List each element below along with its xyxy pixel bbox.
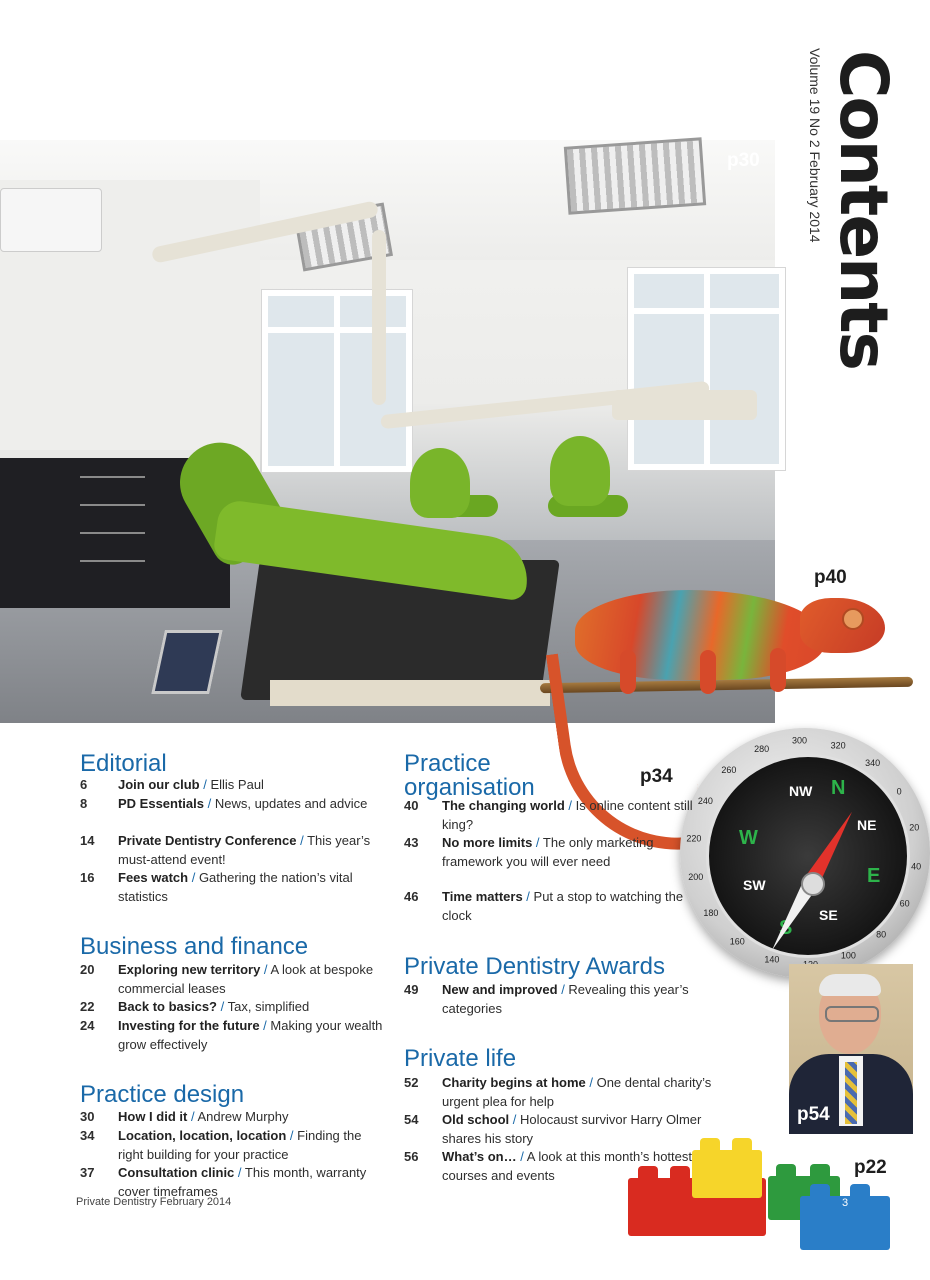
entry-description: One dental charity’s urgent plea for help — [442, 1075, 712, 1109]
entry-description: Is online content still king? — [442, 798, 693, 832]
entry-description: Finding the right building for your practice — [118, 1128, 362, 1162]
entry-text — [118, 961, 388, 998]
compass-tick-label: 40 — [911, 861, 922, 872]
entry-separator: / — [532, 835, 543, 850]
compass-tick-label: 180 — [703, 908, 719, 919]
compass-sw: SW — [743, 877, 766, 893]
entry-title: New and improved — [442, 982, 558, 997]
chameleon-eye — [842, 608, 864, 630]
compass-w: W — [739, 827, 758, 849]
entry-page-number: 20 — [80, 962, 95, 977]
entry-title: Charity begins at home — [442, 1075, 586, 1090]
page-tag-p30: p30 — [727, 150, 760, 171]
section-heading-organisation — [404, 752, 535, 800]
entry-text — [118, 998, 388, 1017]
entry-page-number: 46 — [404, 889, 419, 904]
entry-separator: / — [259, 1018, 271, 1033]
entry-separator: / — [585, 1075, 597, 1090]
entry-page-number: 52 — [404, 1075, 419, 1090]
entry-text — [442, 888, 712, 925]
entry-title: Exploring new territory — [118, 962, 261, 977]
entry-title: Fees watch — [118, 870, 189, 885]
compass-tick-label: 220 — [686, 833, 702, 844]
entry-separator: / — [509, 1112, 521, 1127]
entry-description: Revealing this year’s categories — [442, 982, 689, 1016]
masthead — [800, 30, 910, 369]
entry-page-number: 6 — [80, 777, 88, 792]
issue-info: Volume 19 No 2 February 2014 — [807, 48, 823, 243]
entry-description: Making your wealth grow effectively — [118, 1018, 383, 1052]
portrait-photo — [789, 964, 913, 1129]
entry-title: How I did it — [118, 1109, 188, 1124]
compass-tick-label: 140 — [764, 954, 780, 965]
entry-text — [118, 1108, 388, 1127]
entry-separator: / — [199, 777, 211, 792]
entry-title: Old school — [442, 1112, 510, 1127]
entry-description: Tax, simplified — [227, 999, 310, 1014]
entry-separator: / — [260, 962, 271, 977]
entry-text — [442, 981, 712, 1018]
page-number: 3 — [842, 1197, 849, 1209]
footer-publication: Private Dentistry February 2014 — [76, 1196, 232, 1208]
entry-separator: / — [187, 1109, 198, 1124]
page-title: Contents — [825, 50, 902, 369]
compass-tick-label: 80 — [876, 929, 887, 940]
compass-tick-label: 240 — [697, 796, 713, 807]
compass-image — [680, 728, 930, 978]
page-tag-p54: p54 — [797, 1104, 830, 1125]
compass-tick-label: 320 — [830, 740, 846, 751]
entry-text — [118, 1017, 388, 1054]
entry-title: No more limits — [442, 835, 533, 850]
compass-tick-label: 20 — [909, 822, 920, 833]
entry-separator: / — [234, 1165, 245, 1180]
entry-separator: / — [516, 1149, 527, 1164]
entry-text — [118, 1127, 388, 1164]
entry-title: Consultation clinic — [118, 1165, 235, 1180]
entry-text — [118, 795, 388, 814]
entry-page-number: 37 — [80, 1165, 95, 1180]
page-tag-p22: p22 — [854, 1157, 887, 1178]
entry-text — [118, 832, 388, 869]
compass-tick-label: 60 — [899, 898, 910, 909]
entry-title: Time matters — [442, 889, 523, 904]
entry-description: This month, warranty cover timeframes — [118, 1165, 367, 1199]
entry-description: This year’s must-attend event! — [118, 833, 371, 867]
entry-text — [118, 776, 388, 795]
section-heading-business: Business and finance — [80, 933, 309, 960]
entry-title: PD Essentials — [118, 796, 204, 811]
entry-page-number: 40 — [404, 798, 419, 813]
heading-line-1: Practice — [404, 750, 491, 777]
compass-tick-label: 300 — [791, 735, 808, 746]
compass-tick-label: 160 — [729, 936, 745, 947]
section-heading-design: Practice design — [80, 1081, 245, 1108]
compass-tick-label: 280 — [754, 744, 770, 755]
entry-page-number: 54 — [404, 1112, 419, 1127]
entry-separator: / — [217, 999, 228, 1014]
entry-text — [442, 834, 712, 871]
entry-text — [442, 1074, 712, 1111]
entry-description: News, updates and advice — [214, 796, 368, 811]
entry-text — [442, 1111, 712, 1148]
entry-separator: / — [522, 889, 534, 904]
entry-title: What’s on… — [442, 1149, 517, 1164]
entry-description: The only marketing framework you will ever need — [442, 835, 654, 869]
entry-title: Location, location, location — [118, 1128, 287, 1143]
heading-line-2: organisation — [404, 774, 535, 801]
entry-page-number: 34 — [80, 1128, 95, 1143]
compass-nw: NW — [789, 783, 813, 799]
entry-description: Ellis Paul — [210, 777, 264, 792]
entry-description: Gathering the nation’s vital statistics — [118, 870, 353, 904]
entry-page-number: 16 — [80, 870, 95, 885]
entry-page-number: 43 — [404, 835, 419, 850]
compass-bezel-ticks — [680, 728, 930, 978]
compass-tick-label: 200 — [688, 872, 704, 883]
entry-separator: / — [188, 870, 199, 885]
entry-title: Join our club — [118, 777, 200, 792]
page-tag-p34: p34 — [640, 766, 673, 787]
entry-separator: / — [296, 833, 308, 848]
compass-tick-label: 340 — [865, 758, 881, 769]
entry-separator: / — [286, 1128, 298, 1143]
compass-s: S — [779, 917, 793, 939]
entry-description: A look at bespoke commercial leases — [118, 962, 374, 996]
compass-e: E — [867, 865, 881, 887]
compass-tick-label: 260 — [721, 765, 737, 776]
compass-tick-label: 100 — [840, 950, 856, 961]
section-heading-life: Private life — [404, 1045, 517, 1072]
entry-page-number: 14 — [80, 833, 95, 848]
entry-page-number: 30 — [80, 1109, 95, 1124]
entry-description: A look at this month’s hottest courses and events — [442, 1149, 692, 1183]
entry-page-number: 8 — [80, 796, 88, 811]
compass-se: SE — [819, 907, 838, 923]
entry-page-number: 49 — [404, 982, 419, 997]
section-heading-awards: Private Dentistry Awards — [404, 953, 665, 980]
entry-text — [442, 1148, 712, 1185]
entry-text — [118, 869, 388, 906]
section-heading-editorial: Editorial — [80, 750, 167, 777]
entry-page-number: 56 — [404, 1149, 419, 1164]
compass-tick-label: 0 — [896, 786, 902, 797]
air-conditioner — [0, 188, 102, 252]
entry-separator: / — [204, 796, 215, 811]
entry-page-number: 22 — [80, 999, 95, 1014]
entry-title: Back to basics? — [118, 999, 217, 1014]
entry-description: Andrew Murphy — [197, 1109, 289, 1124]
compass-n: N — [831, 777, 846, 799]
entry-page-number: 24 — [80, 1018, 95, 1033]
page-tag-p40: p40 — [814, 567, 847, 588]
entry-text — [442, 797, 712, 834]
entry-title: The changing world — [442, 798, 565, 813]
entry-separator: / — [557, 982, 569, 997]
entry-description: Holocaust survivor Harry Olmer shares his story — [442, 1112, 702, 1146]
entry-description: Put a stop to watching the clock — [442, 889, 684, 923]
entry-title: Investing for the future — [118, 1018, 260, 1033]
entry-separator: / — [564, 798, 576, 813]
chameleon-head — [800, 598, 885, 653]
entry-title: Private Dentistry Conference — [118, 833, 297, 848]
compass-ne: NE — [857, 817, 877, 833]
